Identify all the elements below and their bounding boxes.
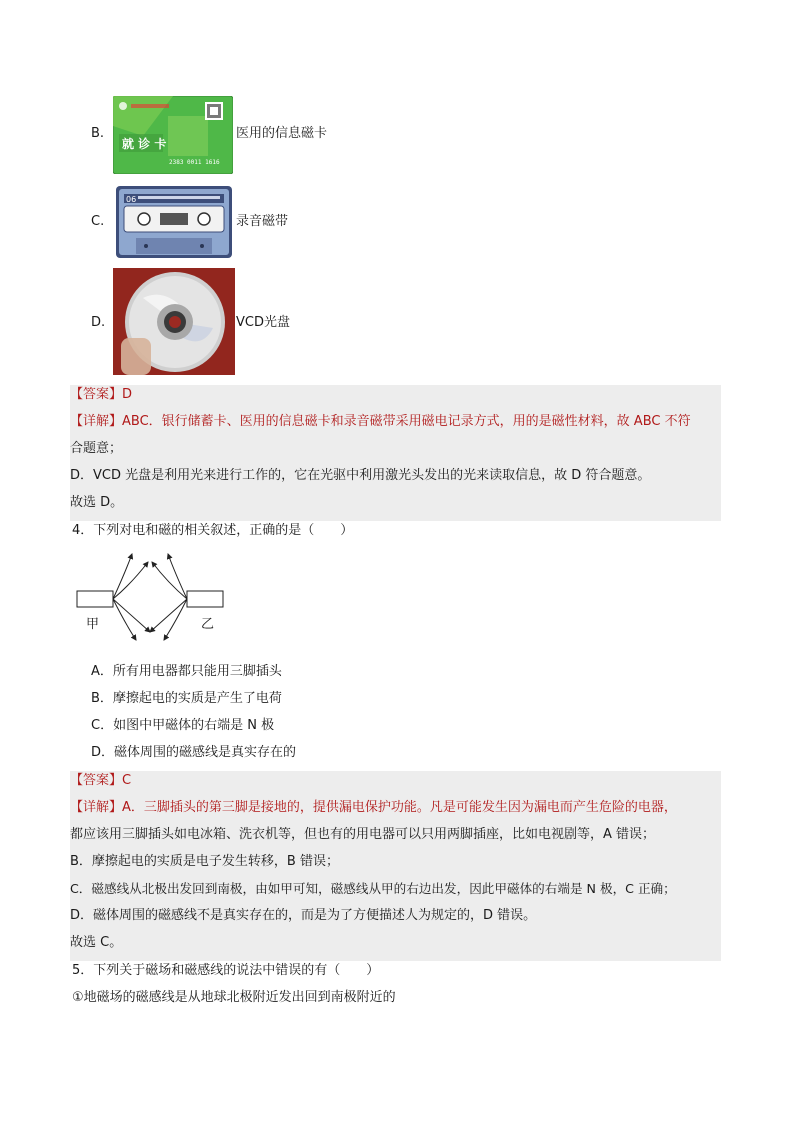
q4-detail-line-5: D．磁体周围的磁感线不是真实存在的，而是为了方便描述人为规定的，D 错误。 <box>70 908 537 923</box>
q3-detail-line-4: 故选 D。 <box>70 495 124 510</box>
q4-stem: 4．下列对电和磁的相关叙述，正确的是（ ） <box>72 523 354 538</box>
q3-answer-line <box>70 385 132 405</box>
q3-answer-value: D <box>122 387 133 402</box>
q4-detail-tag: 【详解】 <box>70 800 123 815</box>
q4-option-d[interactable]: D．磁体周围的磁感线是真实存在的 <box>91 745 297 760</box>
q3-detail-line-3: D．VCD 光盘是利用光来进行工作的，它在光驱中利用激光头发出的光来读取信息，故 D 符合题意。 <box>70 468 651 483</box>
option-letter-c: C. <box>91 214 105 229</box>
q5-stem: 5．下列关于磁场和磁感线的说法中错误的有（ ） <box>72 963 380 978</box>
option-letter-d: D. <box>91 315 106 330</box>
option-label-d: VCD光盘 <box>236 315 290 330</box>
q4-option-b[interactable]: B．摩擦起电的实质是产生了电荷 <box>91 691 282 706</box>
magnet-field-figure <box>70 548 240 648</box>
q4-answer-value: C <box>122 773 132 788</box>
q4-option-a[interactable]: A．所有用电器都只能用三脚插头 <box>91 664 282 679</box>
q4-answer-tag: 【答案】 <box>70 773 123 788</box>
option-label-b: 医用的信息磁卡 <box>236 126 328 141</box>
q4-detail-line-6: 故选 C。 <box>70 935 123 950</box>
card-number-text: 2383 0011 1616 <box>169 159 220 166</box>
q3-answer-tag: 【答案】 <box>70 387 123 402</box>
cassette-tape-image <box>116 186 232 258</box>
q3-detail-line-1: 【详解】ABC．银行储蓄卡、医用的信息磁卡和录音磁带采用磁电记录方式，用的是磁性材料，故 ABC 不符 <box>70 414 691 429</box>
medical-card-image <box>113 96 233 174</box>
tape-label-text: 06 <box>126 195 137 204</box>
magnet-label-right: 乙 <box>201 617 215 632</box>
q4-option-c[interactable]: C．如图中甲磁体的右端是 N 极 <box>91 718 275 733</box>
q4-detail-line-4: C．磁感线从北极出发回到南极，由如甲可知，磁感线从甲的右边出发，因此甲磁体的右端是 N 极，C 正确； <box>70 881 676 896</box>
option-letter-b: B. <box>91 126 105 141</box>
q4-detail-line-1: 【详解】A．三脚插头的第三脚是接地的，提供漏电保护功能。凡是可能发生因为漏电而产生危险的电器， <box>70 800 677 815</box>
q4-answer-line <box>70 771 131 791</box>
option-label-c: 录音磁带 <box>236 214 289 229</box>
q5-item-1: ①地磁场的磁感线是从地球北极附近发出回到南极附近的 <box>72 990 396 1005</box>
q3-detail-line-2: 合题意； <box>70 441 123 456</box>
vcd-disc-image <box>113 268 235 375</box>
card-title-text: 就 诊 卡 <box>122 137 167 151</box>
q4-detail-line-2: 都应该用三脚插头如电冰箱、洗衣机等，但也有的用电器可以只用两脚插座，比如电视剧等，A 错误； <box>70 827 656 842</box>
q3-detail-tag: 【详解】 <box>70 414 123 429</box>
q4-detail-line-3: B．摩擦起电的实质是电子发生转移，B 错误； <box>70 854 339 869</box>
q4-answer-box <box>70 771 721 961</box>
q3-answer-box <box>70 385 721 521</box>
magnet-label-left: 甲 <box>86 617 100 632</box>
